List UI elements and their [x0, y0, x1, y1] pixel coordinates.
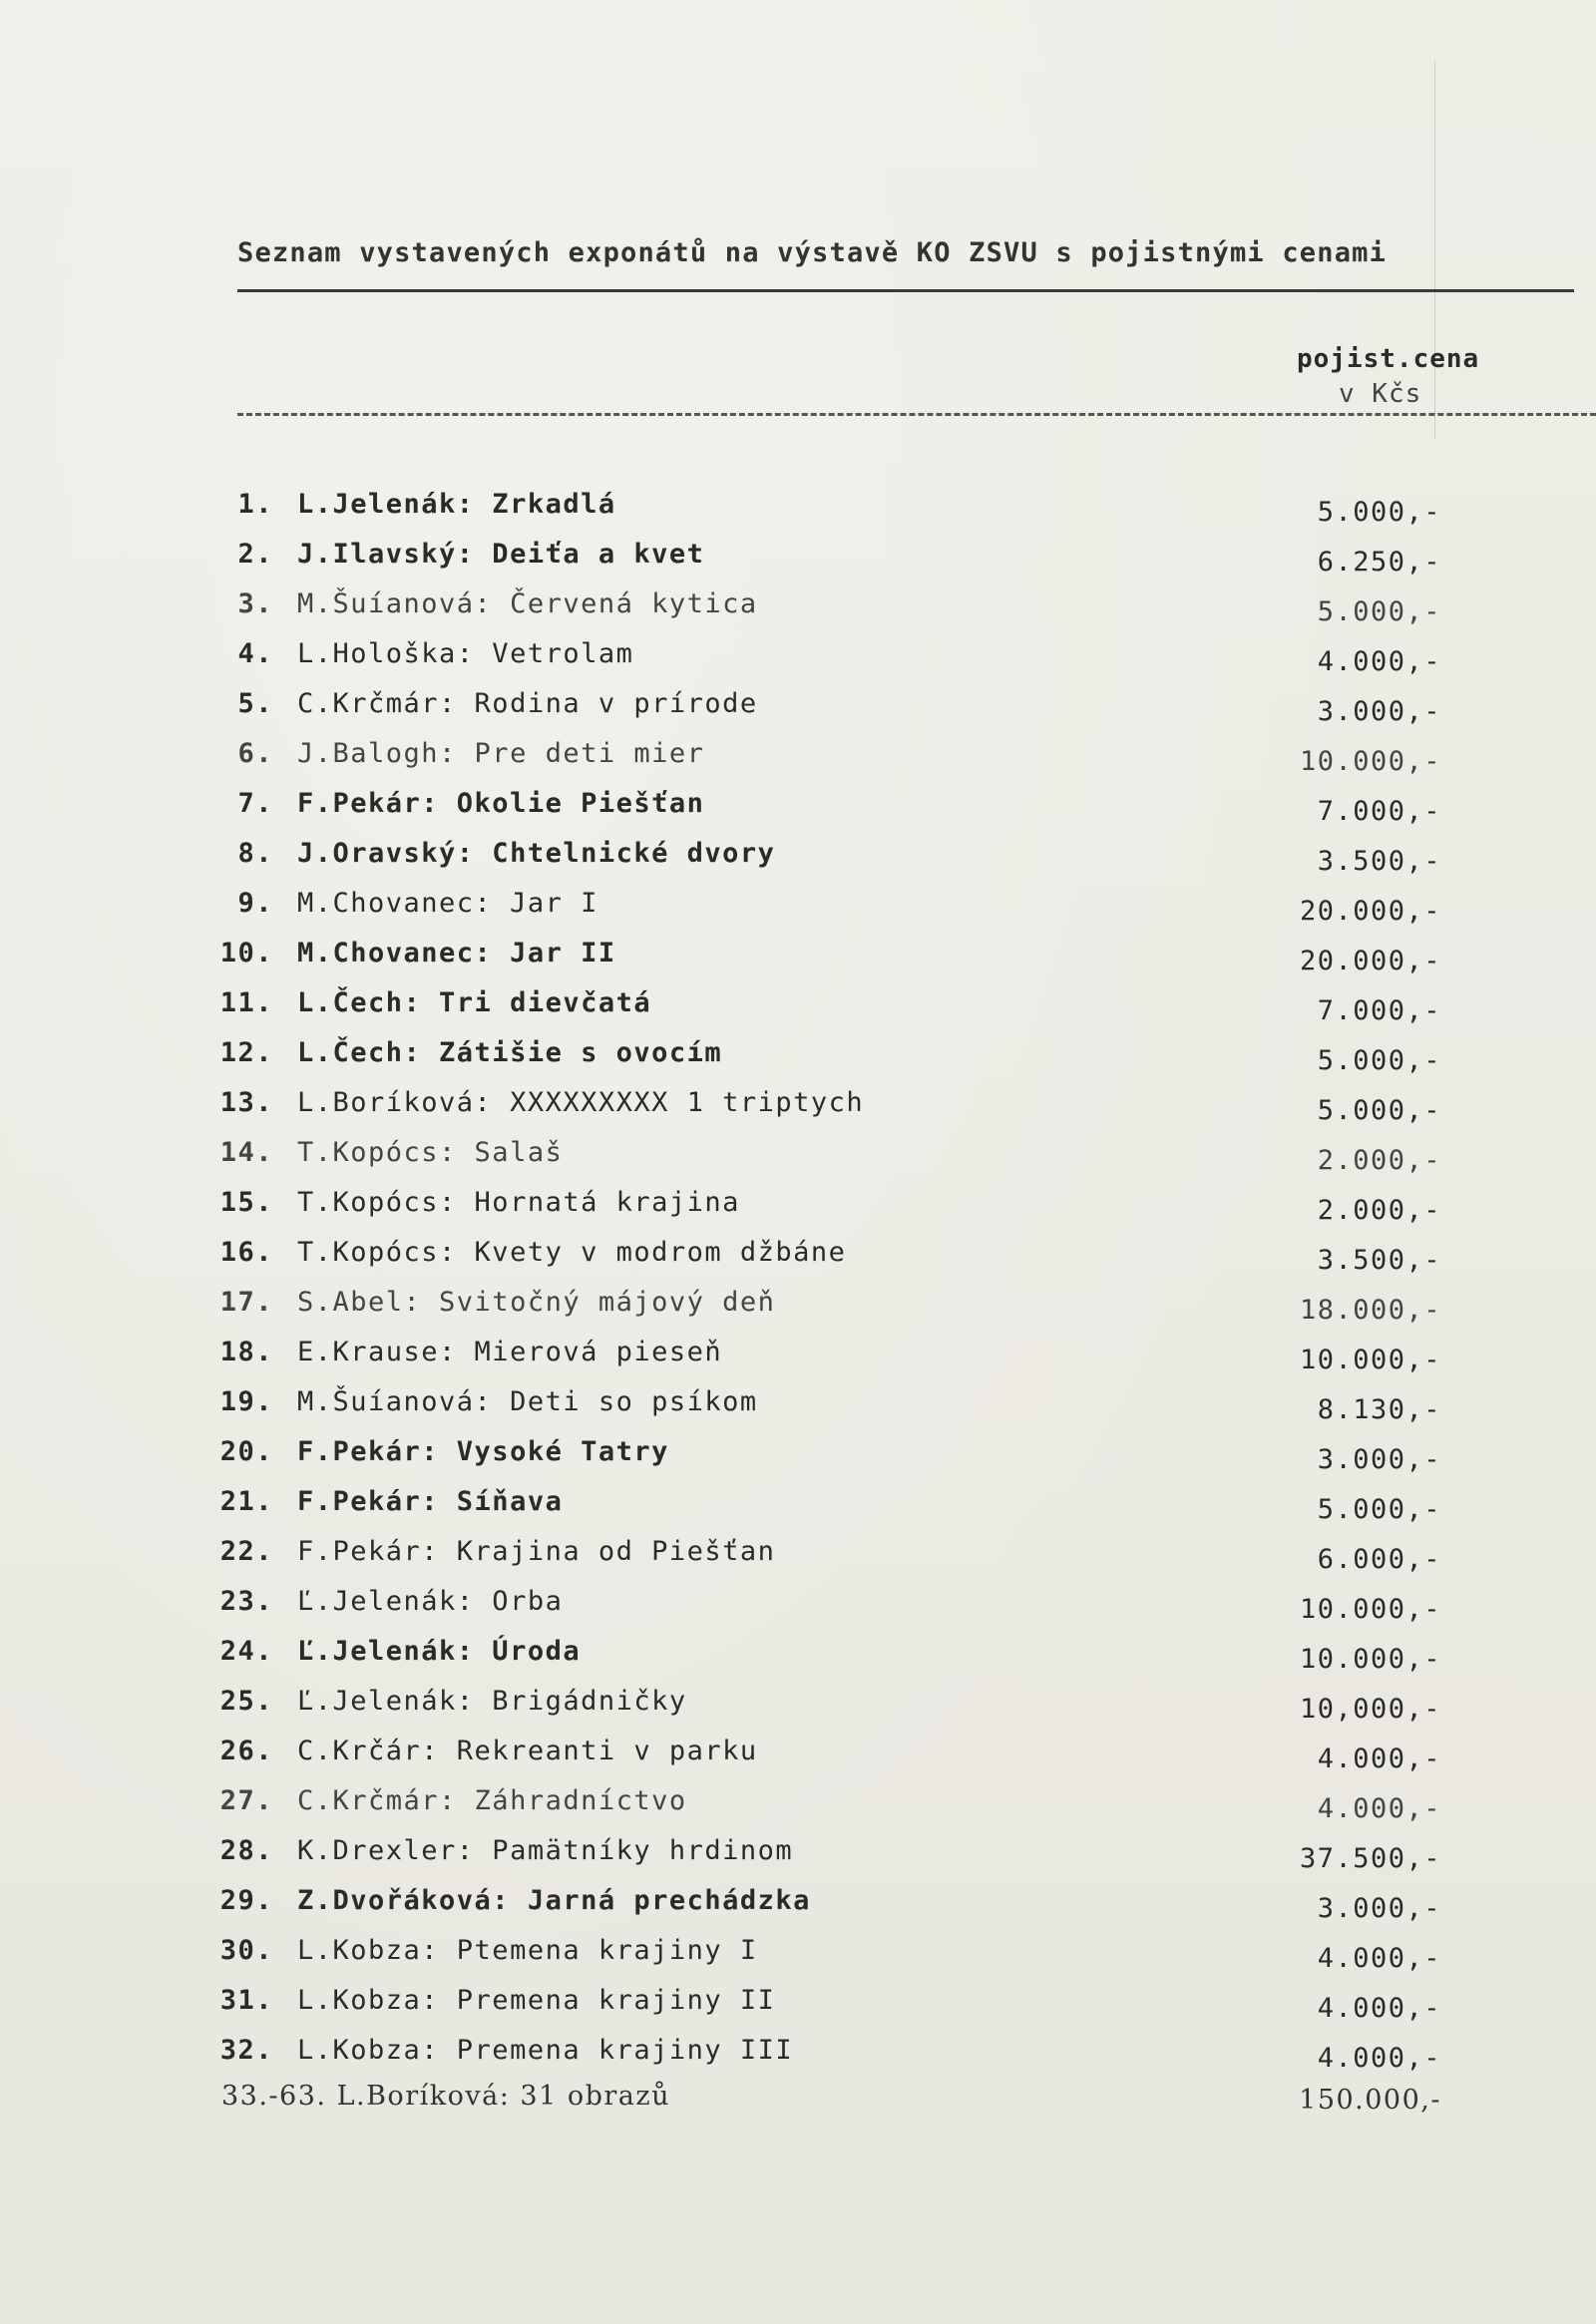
item-entry: C.Krčár: Rekreanti v parku	[297, 1736, 758, 1766]
item-number: 10.	[219, 938, 273, 968]
item-number: 6.	[237, 738, 273, 769]
list-item	[0, 1237, 1596, 1277]
list-item	[0, 588, 1596, 628]
item-entry: T.Kopócs: Salaš	[297, 1137, 564, 1168]
list-item	[0, 987, 1596, 1027]
title-underline	[237, 289, 1574, 292]
item-price: 5.000,-	[1317, 1095, 1441, 1126]
item-entry: S.Abel: Svitočný májový deň	[297, 1287, 776, 1318]
item-price: 5.000,-	[1317, 1494, 1441, 1525]
list-item	[0, 1386, 1596, 1426]
item-price: 18.000,-	[1299, 1295, 1441, 1326]
item-number: 5.	[237, 688, 273, 719]
item-price: 3.500,-	[1317, 1245, 1441, 1276]
item-price: 4.000,-	[1317, 646, 1441, 677]
item-number: 24.	[219, 1636, 273, 1667]
item-entry: F.Pekár: Krajina od Piešťan	[297, 1536, 776, 1567]
price-column-header: pojist.cena	[1297, 344, 1480, 374]
list-item	[0, 1187, 1596, 1227]
item-price: 3.000,-	[1317, 696, 1441, 727]
item-entry: F.Pekár: Okolie Piešťan	[297, 788, 705, 819]
item-number: 20.	[219, 1436, 273, 1467]
item-number: 25.	[219, 1686, 273, 1717]
item-price: 4.000,-	[1317, 2043, 1441, 2074]
list-item	[0, 489, 1596, 529]
item-price: 4.000,-	[1317, 1793, 1441, 1824]
item-entry: Ľ.Jelenák: Orba	[297, 1586, 564, 1617]
list-item	[0, 1686, 1596, 1726]
list-item	[0, 1337, 1596, 1376]
item-number: 22.	[219, 1536, 273, 1567]
item-entry: M.Chovanec: Jar II	[297, 938, 616, 968]
item-entry: E.Krause: Mierová pieseň	[297, 1337, 723, 1367]
item-number: 14.	[219, 1137, 273, 1168]
item-entry: Z.Dvořáková: Jarná prechádzka	[297, 1885, 811, 1916]
item-entry: M.Šuíanová: Červená kytica	[297, 588, 758, 619]
list-item	[0, 1736, 1596, 1775]
item-number: 13.	[219, 1087, 273, 1118]
item-number: 32.	[219, 2035, 273, 2066]
item-price: 2.000,-	[1317, 1145, 1441, 1176]
item-entry: L.Kobza: Ptemena krajiny I	[297, 1935, 758, 1966]
item-price: 2.000,-	[1317, 1195, 1441, 1226]
item-number: 1.	[237, 489, 273, 520]
item-price: 3.000,-	[1317, 1444, 1441, 1475]
item-entry: L.Kobza: Premena krajiny III	[297, 2035, 794, 2066]
list-item	[0, 1935, 1596, 1975]
item-price: 20.000,-	[1299, 896, 1441, 927]
item-price: 5.000,-	[1317, 596, 1441, 627]
item-number: 11.	[219, 987, 273, 1018]
item-entry: M.Šuíanová: Deti so psíkom	[297, 1386, 758, 1417]
item-number: 30.	[219, 1935, 273, 1966]
list-item	[0, 1785, 1596, 1825]
item-number: 8.	[237, 838, 273, 869]
item-entry: F.Pekár: Vysoké Tatry	[297, 1436, 669, 1467]
item-entry: C.Krčmár: Záhradníctvo	[297, 1785, 687, 1816]
list-item	[0, 788, 1596, 828]
item-entry: Ľ.Jelenák: Úroda	[297, 1636, 582, 1667]
item-price: 8.130,-	[1317, 1394, 1441, 1425]
item-number: 31.	[219, 1985, 273, 2016]
item-number: 17.	[219, 1287, 273, 1318]
item-entry: C.Krčmár: Rodina v prírode	[297, 688, 758, 719]
item-number: 29.	[219, 1885, 273, 1916]
item-number: 19.	[219, 1386, 273, 1417]
list-item	[0, 1037, 1596, 1077]
item-number: 26.	[219, 1736, 273, 1766]
item-number: 28.	[219, 1835, 273, 1866]
header-dashed-rule	[237, 413, 1596, 416]
item-price: 5.000,-	[1317, 1045, 1441, 1076]
item-price: 4.000,-	[1317, 1993, 1441, 2024]
item-entry: J.Ilavský: Deiťa a kvet	[297, 539, 705, 570]
list-item	[0, 838, 1596, 878]
item-entry: L.Hološka: Vetrolam	[297, 638, 634, 669]
item-price: 3.000,-	[1317, 1893, 1441, 1924]
list-item	[0, 1486, 1596, 1526]
item-price: 7.000,-	[1317, 995, 1441, 1026]
item-number: 2.	[237, 539, 273, 570]
item-number: 4.	[237, 638, 273, 669]
list-item	[0, 1636, 1596, 1676]
list-item	[0, 1137, 1596, 1177]
item-number: 7.	[237, 788, 273, 819]
item-price: 10.000,-	[1299, 1594, 1441, 1625]
list-item	[0, 1536, 1596, 1576]
item-entry: L.Čech: Tri dievčatá	[297, 987, 652, 1018]
item-entry: L.Kobza: Premena krajiny II	[297, 1985, 776, 2016]
item-price: 5.000,-	[1317, 497, 1441, 528]
item-price: 37.500,-	[1299, 1843, 1441, 1874]
final-entry-price: 150.000,-	[1299, 2085, 1441, 2116]
final-entry: 33.-63. L.Boríková: 31 obrazů	[221, 2081, 670, 2112]
list-item	[0, 1985, 1596, 2025]
list-item	[0, 539, 1596, 579]
list-item	[0, 638, 1596, 678]
item-number: 3.	[237, 588, 273, 619]
item-price: 10.000,-	[1299, 1345, 1441, 1375]
item-price: 4.000,-	[1317, 1943, 1441, 1974]
item-number: 12.	[219, 1037, 273, 1068]
list-item	[0, 1287, 1596, 1327]
paper-fold-line	[1434, 60, 1435, 439]
item-entry: M.Chovanec: Jar I	[297, 888, 598, 919]
item-entry: K.Drexler: Pamätníky hrdinom	[297, 1835, 794, 1866]
item-price: 20.000,-	[1299, 946, 1441, 976]
item-price: 3.500,-	[1317, 846, 1441, 877]
item-price: 10.000,-	[1299, 1644, 1441, 1675]
item-price: 7.000,-	[1317, 796, 1441, 827]
list-item	[0, 1885, 1596, 1925]
item-entry: F.Pekár: Síňava	[297, 1486, 564, 1517]
item-number: 21.	[219, 1486, 273, 1517]
item-entry: L.Čech: Zátišie s ovocím	[297, 1037, 723, 1068]
item-entry: J.Balogh: Pre deti mier	[297, 738, 705, 769]
item-number: 23.	[219, 1586, 273, 1617]
item-number: 15.	[219, 1187, 273, 1218]
item-entry: L.Boríková: XXXXXXXXX 1 triptych	[297, 1087, 865, 1118]
list-item	[0, 1087, 1596, 1127]
item-price: 6.250,-	[1317, 547, 1441, 578]
item-price: 10.000,-	[1299, 746, 1441, 777]
item-price: 4.000,-	[1317, 1743, 1441, 1774]
item-number: 16.	[219, 1237, 273, 1268]
document-title: Seznam vystavených exponátů na výstavě KO ZSVU s pojistnými cenami	[237, 237, 1388, 268]
item-entry: J.Oravský: Chtelnické dvory	[297, 838, 776, 869]
item-number: 18.	[219, 1337, 273, 1367]
item-number: 9.	[237, 888, 273, 919]
list-item	[0, 688, 1596, 728]
list-item	[0, 2035, 1596, 2075]
item-entry: Ľ.Jelenák: Brigádničky	[297, 1686, 687, 1717]
list-item	[0, 1586, 1596, 1626]
item-entry: T.Kopócs: Kvety v modrom džbáne	[297, 1237, 847, 1268]
price-column-unit: v Kčs	[1339, 379, 1422, 409]
item-price: 10,000,-	[1299, 1694, 1441, 1725]
list-item	[0, 1436, 1596, 1476]
list-item	[0, 1835, 1596, 1875]
item-number: 27.	[219, 1785, 273, 1816]
list-item	[0, 738, 1596, 778]
list-item	[0, 888, 1596, 928]
item-entry: L.Jelenák: Zrkadlá	[297, 489, 616, 520]
item-price: 6.000,-	[1317, 1544, 1441, 1575]
list-item	[0, 938, 1596, 977]
item-entry: T.Kopócs: Hornatá krajina	[297, 1187, 740, 1218]
